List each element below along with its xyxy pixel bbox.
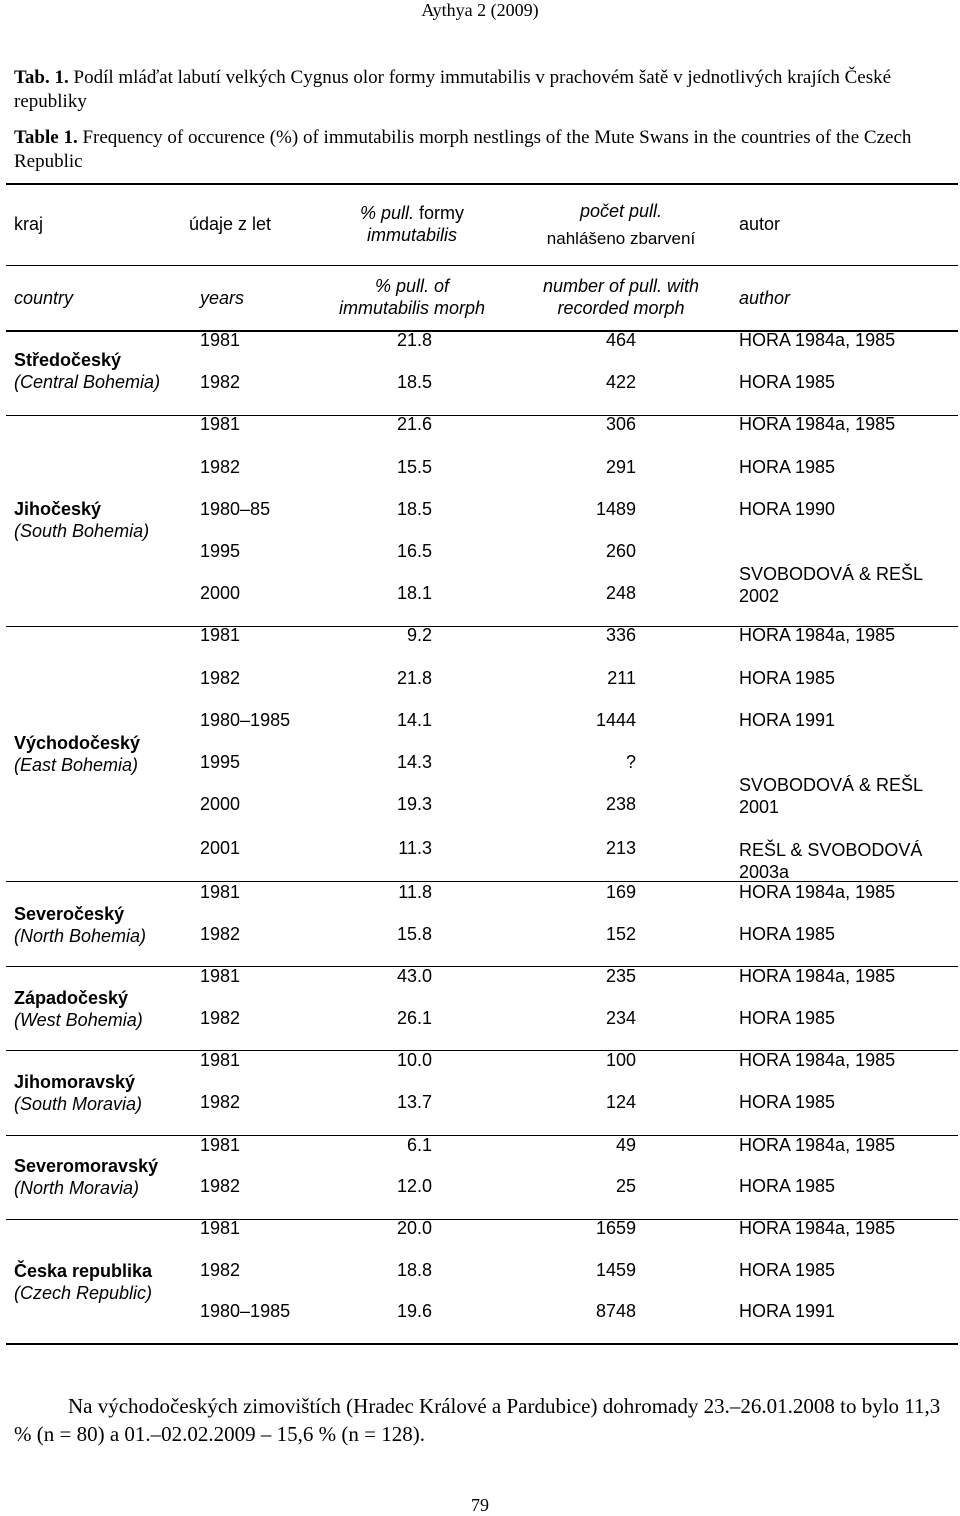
count-cell: 8748	[595, 1301, 636, 1321]
header-pct-en	[306, 275, 518, 319]
year-cell: 1982	[200, 1176, 241, 1196]
footnote-paragraph: Na východočeských zimovištích (Hradec Králové a Pardubice) dohromady 23.–26.01.2008 to bylo 11,3 % (n = 80) a 01.–02.02.2009 – 15,6 % (n = 128).	[14, 1394, 941, 1446]
table-top-rule	[6, 183, 958, 185]
count-cell: 100	[605, 1050, 636, 1070]
count-cell: 1489	[595, 499, 636, 519]
count-cell: 260	[605, 541, 636, 561]
percent-cell: 18.1	[396, 583, 432, 603]
year-cell: 2001	[200, 838, 241, 858]
merged-author-line: 2002	[739, 586, 780, 606]
author-cell: HORA 1985	[739, 1260, 836, 1280]
count-cell: 124	[605, 1092, 636, 1112]
count-cell: 422	[605, 372, 636, 392]
region-name-en: (Czech Republic)	[14, 1283, 153, 1303]
author-cell: HORA 1985	[739, 668, 836, 688]
header-country: country	[14, 288, 74, 308]
region-name-en: (West Bohemia)	[14, 1010, 143, 1030]
count-cell: 152	[605, 924, 636, 944]
merged-author-line: SVOBODOVÁ & REŠL	[739, 564, 924, 584]
region-label	[14, 987, 143, 1031]
count-cell: 213	[605, 838, 636, 858]
percent-cell: 18.5	[396, 499, 432, 519]
region-name-cz: Východočeský	[14, 733, 141, 753]
count-cell: 49	[615, 1135, 636, 1155]
region-name-cz: Jihomoravský	[14, 1072, 136, 1092]
region-name-en: (North Bohemia)	[14, 926, 147, 946]
author-cell: HORA 1984a, 1985	[739, 1050, 896, 1070]
percent-cell: 19.3	[396, 794, 432, 814]
header-divider-1	[6, 265, 958, 266]
merged-author-line: REŠL & SVOBODOVÁ	[739, 840, 923, 860]
region-label	[14, 903, 146, 947]
region-name-cz: Středočeský	[14, 350, 122, 370]
author-cell: HORA 1984a, 1985	[739, 1218, 896, 1238]
author-cell: HORA 1984a, 1985	[739, 882, 896, 902]
count-cell: 336	[605, 625, 636, 645]
header-pct-cz-b: formy	[419, 203, 465, 223]
author-cell: HORA 1990	[739, 499, 836, 519]
percent-cell: 12.0	[396, 1176, 432, 1196]
count-cell: 169	[605, 882, 636, 902]
year-cell: 1982	[200, 924, 241, 944]
year-cell: 1982	[200, 372, 241, 392]
count-cell: 238	[605, 794, 636, 814]
percent-cell: 21.8	[396, 330, 432, 350]
count-cell: 235	[605, 966, 636, 986]
header-pct-en-b: immutabilis morph	[338, 298, 486, 318]
header-pct-en-a: % pull. of	[374, 276, 450, 296]
merged-author-cell	[739, 774, 923, 818]
header-num-en-a: number of pull. with	[542, 276, 700, 296]
count-cell: 1659	[595, 1218, 636, 1238]
year-cell: 1980–1985	[200, 710, 291, 730]
running-header: Aythya 2 (2009)	[421, 0, 539, 20]
caption-en-label: Table 1.	[14, 127, 78, 148]
percent-cell: 14.1	[396, 710, 432, 730]
region-name-en: (South Bohemia)	[14, 521, 150, 541]
region-name-en: (East Bohemia)	[14, 755, 139, 775]
percent-cell: 10.0	[396, 1050, 432, 1070]
header-pct-cz-c: immutabilis	[366, 225, 458, 245]
year-cell: 1980–1985	[200, 1301, 291, 1321]
page-number: 79	[471, 1495, 489, 1515]
year-cell: 1982	[200, 457, 241, 477]
region-name-cz: Západočeský	[14, 988, 129, 1008]
count-cell: ?	[625, 752, 636, 772]
header-years-cz: údaje z let	[189, 214, 272, 234]
author-cell: HORA 1985	[739, 1008, 836, 1028]
region-label	[14, 1260, 152, 1304]
count-cell: 291	[605, 457, 636, 477]
year-cell: 2000	[200, 583, 241, 603]
percent-cell: 20.0	[396, 1218, 432, 1238]
merged-author-cell	[739, 563, 923, 607]
count-cell: 1459	[595, 1260, 636, 1280]
header-pct-cz	[306, 202, 518, 246]
percent-cell: 21.6	[396, 414, 432, 434]
percent-cell: 13.7	[396, 1092, 432, 1112]
region-name-cz: Jihočeský	[14, 499, 102, 519]
year-cell: 1981	[200, 1218, 241, 1238]
author-cell: HORA 1984a, 1985	[739, 414, 896, 434]
count-cell: 1444	[595, 710, 636, 730]
year-cell: 1980–85	[200, 499, 271, 519]
percent-cell: 21.8	[396, 668, 432, 688]
year-cell: 1982	[200, 1008, 241, 1028]
author-cell: HORA 1985	[739, 1092, 836, 1112]
author-cell: HORA 1984a, 1985	[739, 966, 896, 986]
percent-cell: 26.1	[396, 1008, 432, 1028]
table-bottom-rule	[6, 1343, 958, 1345]
year-cell: 1981	[200, 966, 241, 986]
region-label	[14, 1155, 158, 1199]
count-cell: 211	[607, 668, 636, 688]
author-cell: HORA 1984a, 1985	[739, 1135, 896, 1155]
header-author-cz: autor	[739, 214, 781, 234]
region-label	[14, 732, 140, 776]
header-author-en: author	[739, 288, 791, 308]
header-num-en	[516, 275, 726, 319]
author-cell: HORA 1985	[739, 372, 836, 392]
header-years-en: years	[200, 288, 245, 308]
year-cell: 1981	[200, 625, 241, 645]
caption-cz-text: Podíl mláďat labutí velkých Cygnus olor formy immutabilis v prachovém šatě v jednotlivých krajích České republiky	[14, 67, 892, 112]
count-cell: 464	[605, 330, 636, 350]
count-cell: 25	[615, 1176, 636, 1196]
region-name-en: (Central Bohemia)	[14, 372, 161, 392]
year-cell: 1981	[200, 330, 241, 350]
merged-author-line: 2001	[739, 797, 780, 817]
percent-cell: 14.3	[396, 752, 432, 772]
merged-author-cell	[739, 839, 922, 883]
year-cell: 1981	[200, 1135, 241, 1155]
header-num-en-b: recorded morph	[557, 298, 685, 318]
region-label	[14, 498, 149, 542]
percent-cell: 11.3	[398, 838, 432, 858]
percent-cell: 16.5	[396, 541, 432, 561]
year-cell: 1982	[200, 668, 241, 688]
percent-cell: 18.5	[396, 372, 432, 392]
region-label	[14, 1071, 142, 1115]
caption-cz-label: Tab. 1.	[14, 67, 69, 88]
year-cell: 1981	[200, 414, 241, 434]
year-cell: 1981	[200, 1050, 241, 1070]
author-cell: HORA 1985	[739, 924, 836, 944]
author-cell: HORA 1985	[739, 457, 836, 477]
author-cell: HORA 1985	[739, 1176, 836, 1196]
percent-cell: 9.2	[406, 625, 432, 645]
percent-cell: 15.5	[396, 457, 432, 477]
merged-author-line: 2003a	[739, 862, 790, 882]
header-kraj: kraj	[14, 214, 44, 234]
year-cell: 1981	[200, 882, 241, 902]
region-name-cz: Severomoravský	[14, 1156, 159, 1176]
year-cell: 1995	[200, 541, 241, 561]
percent-cell: 6.1	[406, 1135, 432, 1155]
count-cell: 234	[605, 1008, 636, 1028]
percent-cell: 19.6	[396, 1301, 432, 1321]
year-cell: 2000	[200, 794, 241, 814]
author-cell: HORA 1991	[739, 1301, 836, 1321]
table-caption-cz	[14, 66, 944, 114]
region-label	[14, 349, 160, 393]
year-cell: 1982	[200, 1260, 241, 1280]
header-num-cz-a: počet pull.	[579, 201, 663, 221]
region-name-cz: Česka republika	[14, 1261, 153, 1281]
header-num-cz	[516, 197, 726, 253]
percent-cell: 15.8	[396, 924, 432, 944]
count-cell: 248	[605, 583, 636, 603]
count-cell: 306	[605, 414, 636, 434]
region-name-en: (North Moravia)	[14, 1178, 140, 1198]
caption-en-text: Frequency of occurence (%) of immutabilis morph nestlings of the Mute Swans in the countries of the Czech Republic	[14, 127, 912, 172]
region-name-en: (South Moravia)	[14, 1094, 143, 1114]
author-cell: HORA 1984a, 1985	[739, 625, 896, 645]
author-cell: HORA 1991	[739, 710, 836, 730]
percent-cell: 43.0	[396, 966, 432, 986]
merged-author-line: SVOBODOVÁ & REŠL	[739, 775, 924, 795]
year-cell: 1982	[200, 1092, 241, 1112]
header-pct-cz-a: % pull.	[359, 203, 420, 223]
header-num-cz-b: nahlášeno zbarvení	[546, 229, 696, 248]
region-name-cz: Severočeský	[14, 904, 125, 924]
year-cell: 1995	[200, 752, 241, 772]
table-caption-en	[14, 126, 944, 174]
percent-cell: 18.8	[396, 1260, 432, 1280]
author-cell: HORA 1984a, 1985	[739, 330, 896, 350]
percent-cell: 11.8	[398, 882, 432, 902]
